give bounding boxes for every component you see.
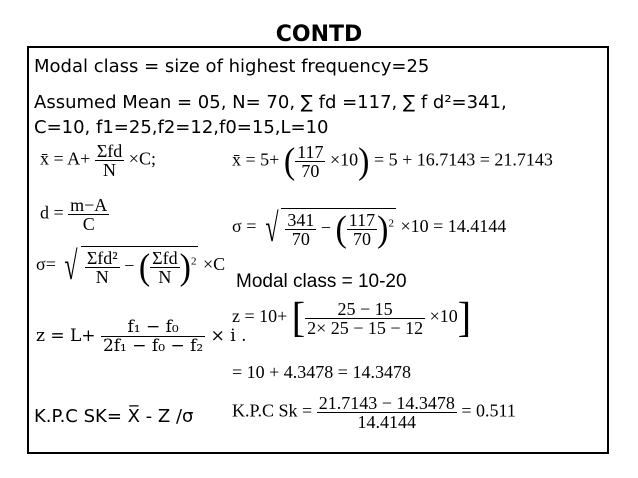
sigma-formula-num1: Σfd² xyxy=(86,248,118,268)
kpc-calc-lhs: K.P.C Sk = xyxy=(232,400,313,421)
sigma-calc-result: ×10 = 14.4144 xyxy=(400,216,507,237)
z-formula xyxy=(36,318,247,355)
kpc-formula-line: K.P.C SK= X̅ - Z /σ xyxy=(34,406,194,427)
sqrt-symbol-calc: √ xyxy=(265,205,279,250)
sigma-calc-num1: 341 xyxy=(287,210,315,230)
mean-calc-result: = 5 + 16.7143 = 21.7143 xyxy=(373,149,553,170)
sigma-formula-tail: ×C xyxy=(202,254,226,275)
z-calc-eq: z = 10+ xyxy=(232,306,288,327)
z-formula-num: f₁ − f₀ xyxy=(101,318,205,337)
assumed-mean-line: Assumed Mean = 05, N= 70, ∑ fd =117, ∑ f d²=341, xyxy=(34,92,507,113)
sigma-calc-minus: − xyxy=(320,217,331,238)
sigma-formula-num2: Σfd xyxy=(152,248,178,268)
mean-formula-den: N xyxy=(103,160,117,180)
mean-calc-x10: ×10 xyxy=(329,149,359,170)
z-result: = 10 + 4.3478 = 14.3478 xyxy=(232,362,411,382)
mean-formula-num: Σfd xyxy=(96,141,123,161)
d-formula-den: C xyxy=(82,214,95,234)
mean-calc-num: 117 xyxy=(297,142,324,162)
mean-formula-lhs: x̄ = A+ xyxy=(40,148,91,169)
slide-title: CONTD xyxy=(275,22,363,47)
mean-calc-lhs: x̄ xyxy=(232,149,241,170)
sigma-formula-minus: − xyxy=(124,255,135,276)
kpc-calc-result: = 0.511 xyxy=(461,400,516,421)
z-calc-den: 2× 25 − 15 − 12 xyxy=(307,317,424,338)
kpc-calc-num: 21.7143 − 14.3478 xyxy=(318,393,455,413)
sqrt-symbol: √ xyxy=(64,243,78,288)
d-formula xyxy=(40,196,109,233)
kpc-calc-den: 14.4144 xyxy=(357,412,417,432)
z-calc-x10: ×10 xyxy=(429,306,458,327)
d-formula-lhs: d = xyxy=(40,202,64,223)
z-calc-num: 25 − 15 xyxy=(305,300,425,319)
sigma-formula: σ= √ $\frac{\text{Σfd²}}{N}$ − ( $\frac{\text{Σfd}}{N}$ )$^2$ ×C xyxy=(36,243,226,288)
modal-class-calc: Modal class = 10-20 xyxy=(236,271,407,292)
kpc-calculation xyxy=(232,394,516,431)
mean-formula xyxy=(40,142,156,179)
mean-formula-tail: ×C; xyxy=(128,148,156,169)
sigma-calculation: σ = √ $\frac{341}{70}$ − ( $\frac{117}{70}$ )$^2$ ×10 = 14.4144 xyxy=(232,205,507,250)
sigma-formula-den2: N xyxy=(158,267,172,287)
sigma-formula-den1: N xyxy=(95,267,109,287)
sigma-formula-lhs: σ= xyxy=(36,254,56,275)
sigma-calc-lhs: σ = xyxy=(232,216,257,237)
constants-line: C=10, f1=25,f2=12,f0=15,L=10 xyxy=(34,117,329,138)
mean-calc-den: 70 xyxy=(301,161,320,181)
z-formula-tail: × i . xyxy=(210,326,247,346)
sigma-calc-den2: 70 xyxy=(352,229,371,249)
sigma-calc-den1: 70 xyxy=(291,229,310,249)
modal-class-line: Modal class = size of highest frequency=25 xyxy=(34,56,430,77)
mean-calc-eq: = 5+ xyxy=(245,149,280,170)
z-formula-lhs: z = L+ xyxy=(36,326,96,346)
sigma-calc-num2: 117 xyxy=(348,210,376,230)
mean-calculation: x̄ = 5+ ( $\frac{117}{70}$ ×10) = 5 + 16.7143 = 21.7143 xyxy=(232,140,553,182)
z-calculation: z = 10+ [ $\frac{25 - 15}{2\times 25 - 15 - 12}$ ×10] xyxy=(232,293,472,342)
z-formula-den: 2f₁ − f₀ − f₂ xyxy=(102,336,204,356)
d-formula-num: m−A xyxy=(70,195,108,215)
